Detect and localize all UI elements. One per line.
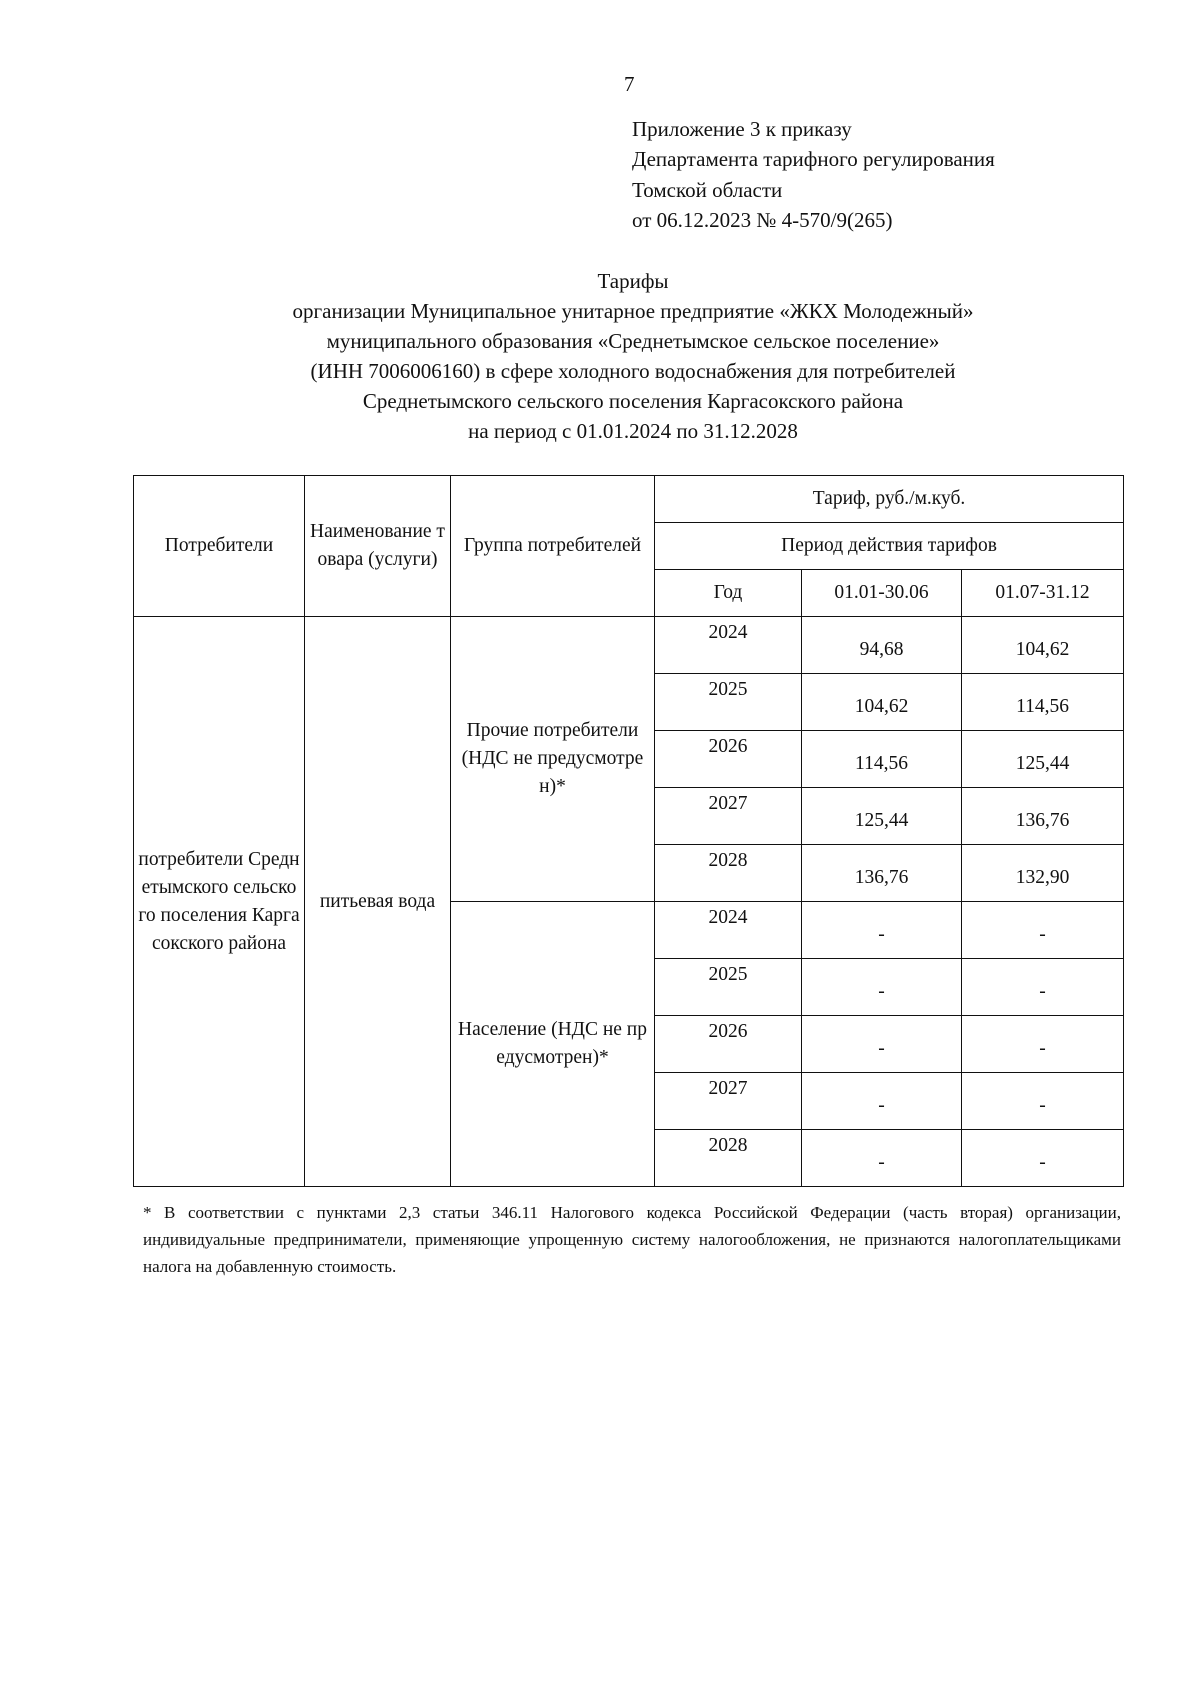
tariff-h2-cell: -: [962, 1073, 1124, 1130]
title-line: на период с 01.01.2024 по 31.12.2028: [468, 419, 798, 443]
header-product: Наименование товара (услуги): [305, 476, 451, 617]
document-title: [133, 266, 1133, 446]
table-row: [134, 617, 1124, 674]
tariff-h2-cell: 132,90: [962, 845, 1124, 902]
title-line: организации Муниципальное унитарное предприятие «ЖКХ Молодежный»: [292, 299, 974, 323]
year-cell: 2025: [655, 674, 802, 731]
header-consumers: Потребители: [134, 476, 305, 617]
tariff-h1-cell: -: [802, 959, 962, 1016]
tariff-h2-cell: -: [962, 959, 1124, 1016]
tariff-h1-cell: 136,76: [802, 845, 962, 902]
year-cell: 2024: [655, 617, 802, 674]
tariff-h2-cell: 136,76: [962, 788, 1124, 845]
year-cell: 2027: [655, 788, 802, 845]
tariff-h2-cell: -: [962, 1130, 1124, 1187]
tariff-h1-cell: -: [802, 1016, 962, 1073]
header-tariff: Тариф, руб./м.куб.: [655, 476, 1124, 523]
title-line: (ИНН 7006006160) в сфере холодного водоснабжения для потребителей: [310, 359, 956, 383]
year-cell: 2024: [655, 902, 802, 959]
group-cell: Прочие потребители (НДС не предусмотрен)*: [451, 617, 655, 902]
year-cell: 2028: [655, 1130, 802, 1187]
year-cell: 2025: [655, 959, 802, 1016]
tariff-h1-cell: 94,68: [802, 617, 962, 674]
tariff-h2-cell: -: [962, 902, 1124, 959]
tariff-h1-cell: 125,44: [802, 788, 962, 845]
group-cell: Население (НДС не предусмотрен)*: [451, 902, 655, 1187]
page-number: 7: [624, 72, 635, 96]
appendix-line: Департамента тарифного регулирования: [632, 147, 995, 172]
title-line: Среднетымского сельского поселения Каргасокского района: [362, 389, 904, 413]
table-section: [133, 475, 1123, 1280]
header-h1: 01.01-30.06: [802, 570, 962, 617]
appendix-line: Томской области: [632, 177, 783, 202]
tariff-h2-cell: 114,56: [962, 674, 1124, 731]
year-cell: 2026: [655, 1016, 802, 1073]
year-cell: 2028: [655, 845, 802, 902]
tariff-h1-cell: 114,56: [802, 731, 962, 788]
tariff-h1-cell: 104,62: [802, 674, 962, 731]
consumers-cell: потребители Среднетымского сельского поселения Каргасокского района: [134, 617, 305, 1187]
tariff-table: [133, 475, 1124, 1187]
header-group: Группа потребителей: [451, 476, 655, 617]
tariff-h2-cell: 104,62: [962, 617, 1124, 674]
tariff-h1-cell: -: [802, 902, 962, 959]
appendix-line: Приложение 3 к приказу: [632, 117, 852, 141]
tariff-h1-cell: -: [802, 1130, 962, 1187]
tariff-h1-cell: -: [802, 1073, 962, 1130]
year-cell: 2026: [655, 731, 802, 788]
tariff-h2-cell: 125,44: [962, 731, 1124, 788]
title-line: муниципального образования «Среднетымское сельское поселение»: [326, 329, 940, 353]
tariff-h2-cell: -: [962, 1016, 1124, 1073]
header-year: Год: [655, 570, 802, 617]
header-period: Период действия тарифов: [655, 523, 1124, 570]
appendix-line: от 06.12.2023 № 4-570/9(265): [632, 208, 893, 233]
header-h2: 01.07-31.12: [962, 570, 1124, 617]
footnote: * В соответствии с пунктами 2,3 статьи 346.11 Налогового кодекса Российской Федерации (часть вторая) организации, индивидуальные предприниматели, применяющие упрощенную систему налогообложения, не признаются налогоплательщиками налога на добавленную стоимость.: [143, 1203, 1121, 1276]
year-cell: 2027: [655, 1073, 802, 1130]
product-cell: питьевая вода: [305, 617, 451, 1187]
appendix-reference: [632, 114, 995, 236]
title-line: Тарифы: [597, 269, 669, 293]
